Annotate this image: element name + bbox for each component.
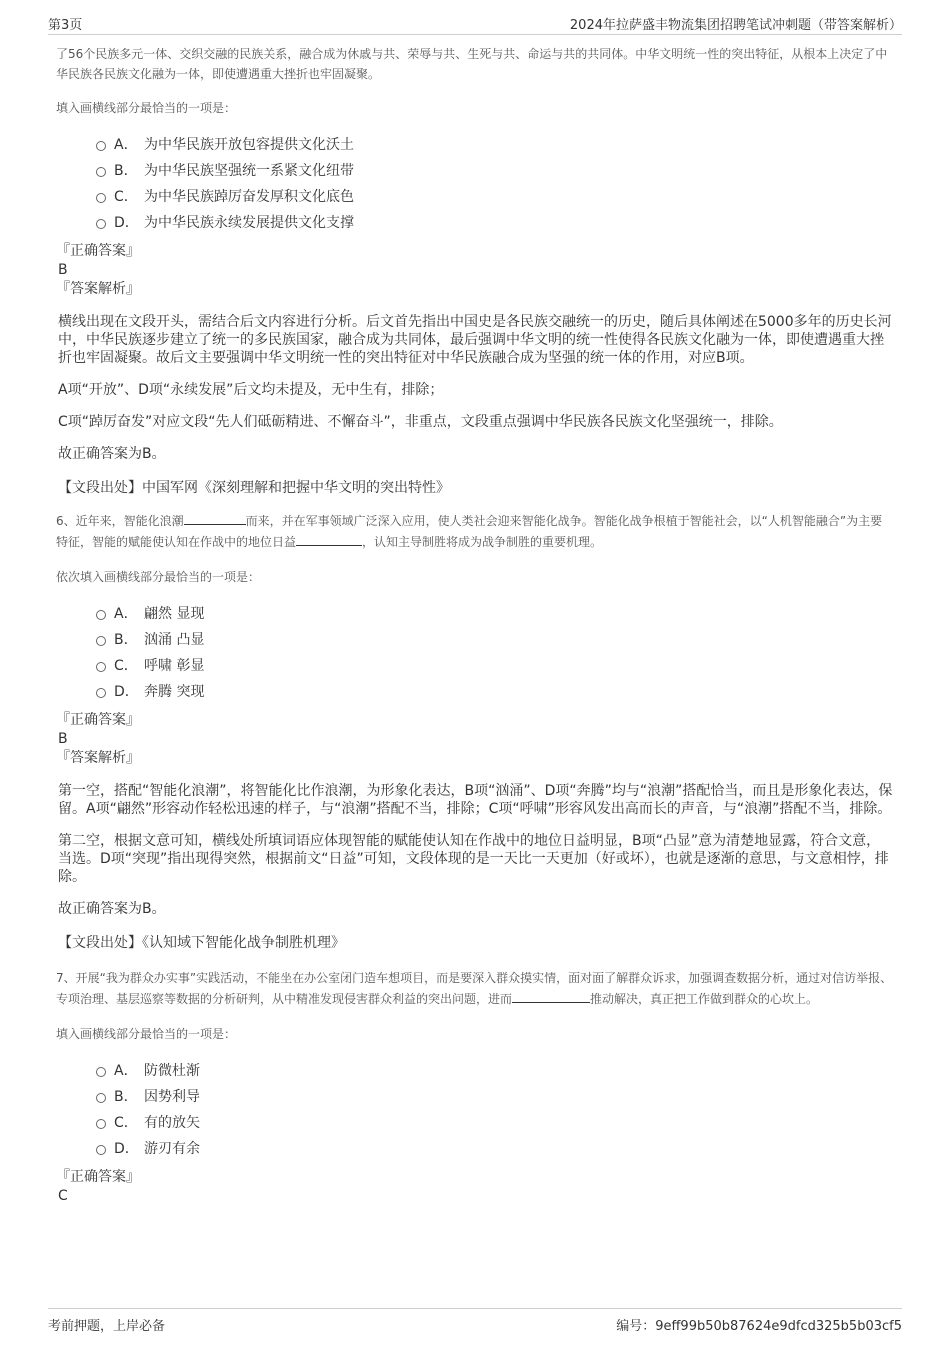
q6-blank-1 [184, 512, 246, 525]
q5-analysis-label: 『答案解析』 [56, 281, 140, 297]
q6-analysis-1: 第一空，搭配“智能化浪潮”，将智能化比作浪潮，为形象化表达，B项“汹涌”、D项“奔腾”均与“浪潮”搭配恰当，而且是形象化表达，保留。A项“翩然”形容动作轻松迅速的样子，与“浪潮”搭配不当，排除；C项“呼啸”形容风发出高而长的声音，与“浪潮”搭配不当，排除。 [58, 783, 893, 817]
q5-analysis-2: A项“开放”、D项“永续发展”后文均未提及，无中生有，排除； [58, 382, 444, 398]
document-id: 编号：9eff99b50b87624e9dfcd325b5b03cf5 [616, 1319, 902, 1334]
q6-option-b[interactable]: B． 汹涌 凸显 [96, 627, 894, 653]
q6-source: 【文段出处】《认知域下智能化战争制胜机理》 [58, 935, 345, 951]
q5-answer-label: 『正确答案』 [56, 243, 140, 259]
q7-stem: 7、开展“我为群众办实事”实践活动，不能坐在办公室闭门造车想项目，而是要深入群众摸实情，面对面了解群众诉求，加强调查数据分析，通过对信访举报、专项治理、基层巡察等数据的分析研判，从中精准发现侵害群众利益的突出问题，进而 推动解决，真正把工作做到群众的心坎上。 [56, 971, 893, 1006]
q6-stem: 6、近年来，智能化浪潮 而来，并在军事领域广泛深入应用，使人类社会迎来智能化战争。智能化战争根植于智能社会，以“人机智能融合”为主要特征，智能的赋能使认知在作战中的地位日益 ，认知主导制胜将成为战争制胜的重要机理。 [56, 514, 883, 549]
q6-analysis-label: 『答案解析』 [56, 750, 140, 766]
q7-options [96, 1058, 894, 1162]
radio-button[interactable] [96, 219, 106, 229]
page-content [56, 44, 894, 1206]
q5-source: 【文段出处】中国军网《深刻理解和把握中华文明的突出特性》 [58, 480, 450, 496]
q5-answer: B [58, 262, 68, 278]
q5-prompt: 填入画横线部分最恰当的一项是： [56, 101, 237, 115]
radio-button[interactable] [96, 1067, 106, 1077]
q5-option-a[interactable]: A． 为中华民族开放包容提供文化沃土 [96, 132, 894, 158]
q6-analysis-3: 故正确答案为B。 [58, 901, 166, 917]
radio-button[interactable] [96, 688, 106, 698]
q6-options [96, 601, 894, 705]
q7-answer-label: 『正确答案』 [56, 1169, 140, 1185]
page-header [48, 12, 902, 35]
q6-answer: B [58, 731, 68, 747]
radio-button[interactable] [96, 167, 106, 177]
page-number: 第3页 [48, 18, 83, 33]
radio-button[interactable] [96, 1093, 106, 1103]
q5-analysis-4: 故正确答案为B。 [58, 446, 166, 462]
radio-button[interactable] [96, 636, 106, 646]
footer-slogan: 考前押题，上岸必备 [48, 1319, 166, 1334]
q5-options [96, 132, 894, 236]
q7-prompt: 填入画横线部分最恰当的一项是： [56, 1027, 237, 1041]
q5-passage: 了56个民族多元一体、交织交融的民族关系，融合成为休戚与共、荣辱与共、生死与共、命运与共的共同体。中华文明统一性的突出特征，从根本上决定了中华民族各民族文化融为一体，即使遭遇重大挫折也牢固凝聚。 [56, 47, 888, 81]
q7-option-c[interactable]: C． 有的放矢 [96, 1110, 894, 1136]
radio-button[interactable] [96, 193, 106, 203]
q7-option-a[interactable]: A． 防微杜渐 [96, 1058, 894, 1084]
q7-answer: C [58, 1188, 68, 1204]
radio-button[interactable] [96, 662, 106, 672]
q7-blank [512, 990, 590, 1003]
radio-button[interactable] [96, 610, 106, 620]
q5-option-b[interactable]: B． 为中华民族坚强统一系紧文化纽带 [96, 158, 894, 184]
q5-option-d[interactable]: D． 为中华民族永续发展提供文化支撑 [96, 210, 894, 236]
q7-option-d[interactable]: D． 游刃有余 [96, 1136, 894, 1162]
q5-analysis-1: 横线出现在文段开头，需结合后文内容进行分析。后文首先指出中国史是各民族交融统一的历史，随后具体阐述在5000多年的历史长河中，中华民族逐步建立了统一的多民族国家，融合成为共同体，最后强调中华文明的统一性使得各民族文化融为一体，即使遭遇重大挫折也牢固凝聚。故后文主要强调中华文明统一性的突出特征对中华民族融合成为坚强的统一体的作用，对应B项。 [58, 314, 892, 366]
document-title: 2024年拉萨盛丰物流集团招聘笔试冲刺题（带答案解析） [569, 18, 902, 33]
page-footer [48, 1308, 902, 1334]
q6-blank-2 [296, 533, 362, 546]
q5-analysis-3: C项“踔厉奋发”对应文段“先人们砥砺精进、不懈奋斗”，非重点，文段重点强调中华民族各民族文化坚强统一，排除。 [58, 414, 783, 430]
q5-option-c[interactable]: C． 为中华民族踔厉奋发厚积文化底色 [96, 184, 894, 210]
q6-option-d[interactable]: D． 奔腾 突现 [96, 679, 894, 705]
q6-analysis-2: 第二空，根据文意可知，横线处所填词语应体现智能的赋能使认知在作战中的地位日益明显，B项“凸显”意为清楚地显露，符合文意，当选。D项“突现”指出现得突然，根据前文“日益”可知，文段体现的是一天比一天更加（好或坏），也就是逐渐的意思，与文意相悖，排除。 [58, 833, 889, 885]
q6-prompt: 依次填入画横线部分最恰当的一项是： [56, 570, 261, 584]
radio-button[interactable] [96, 141, 106, 151]
q6-answer-label: 『正确答案』 [56, 712, 140, 728]
q7-option-b[interactable]: B． 因势利导 [96, 1084, 894, 1110]
q6-option-c[interactable]: C． 呼啸 彰显 [96, 653, 894, 679]
radio-button[interactable] [96, 1119, 106, 1129]
q6-option-a[interactable]: A． 翩然 显现 [96, 601, 894, 627]
radio-button[interactable] [96, 1145, 106, 1155]
